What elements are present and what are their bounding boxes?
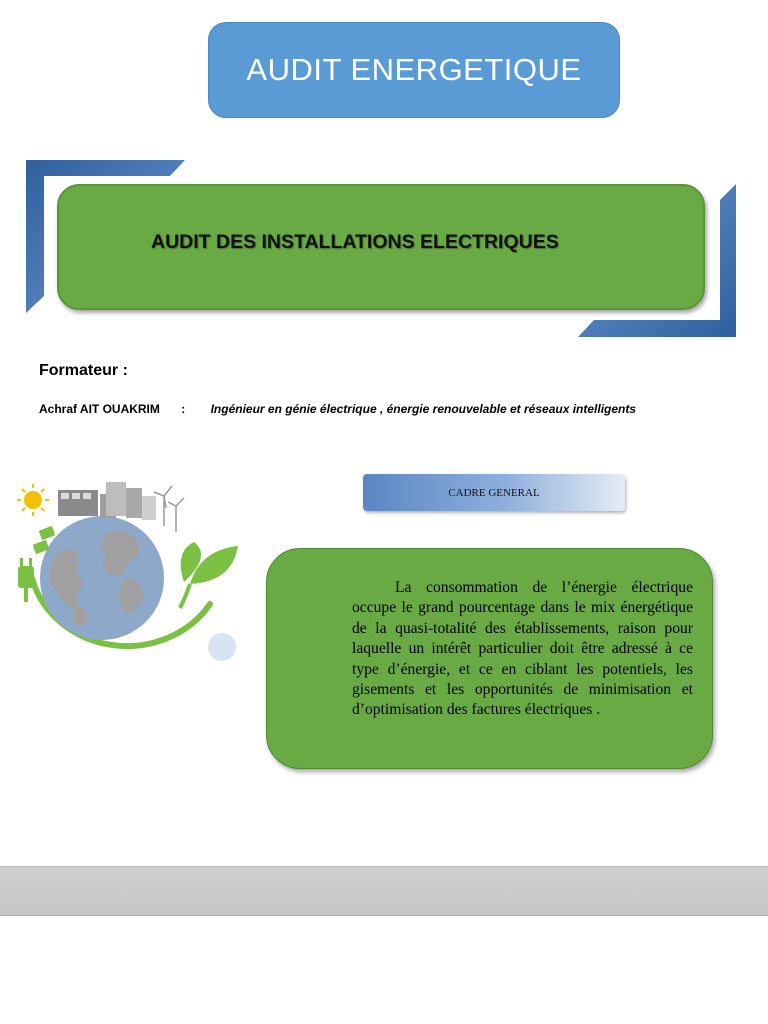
trainer-row — [39, 402, 636, 416]
content-paragraph: La consommation de l’énergie électrique occupe le grand pourcentage dans le mix énergétique de la quasi-totalité des établissements, raison pour laquelle un intérêt particulier doit être adressé à ce type d’énergie, et ce en ciblant les potentiels, les gisements et les opportunités de minimisation et d’optimisation des factures électriques . — [352, 579, 693, 719]
trainer-separator: : — [181, 402, 186, 416]
trainer-title: Ingénieur en génie électrique , énergie renouvelable et réseaux intelligents — [210, 402, 637, 416]
page-title: AUDIT ENERGETIQUE — [246, 52, 582, 87]
section-label — [363, 474, 625, 511]
subtitle-text: AUDIT DES INSTALLATIONS ELECTRIQUES — [151, 231, 559, 253]
decorative-circle — [208, 633, 236, 661]
title-banner — [208, 22, 620, 118]
footer-bar — [0, 866, 768, 916]
section-label-text: CADRE GENERAL — [448, 486, 540, 499]
trainer-heading: Formateur : — [39, 362, 128, 379]
trainer-name: Achraf AIT OUAKRIM — [39, 402, 160, 416]
